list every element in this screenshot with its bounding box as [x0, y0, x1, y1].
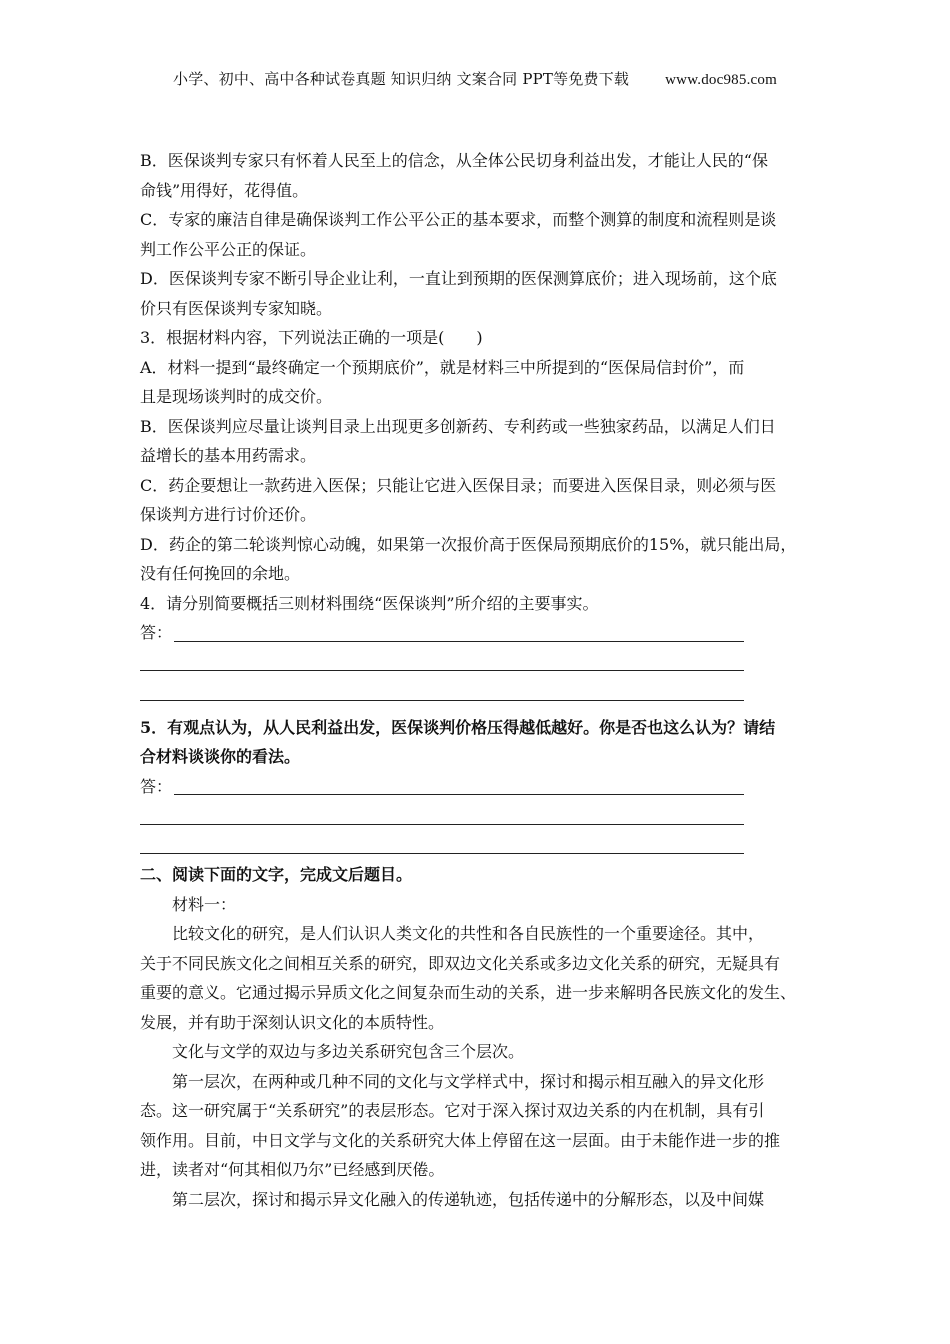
line: 命钱”用得好，花得值。: [140, 180, 309, 200]
header-site: www.doc985.com: [665, 72, 777, 88]
answer-rule: [140, 670, 744, 671]
paragraph-2: [140, 1037, 820, 1067]
line: 文化与文学的双边与多边关系研究包含三个层次。: [172, 1042, 525, 1061]
line: C．药企要想让一款药进入医保；只能让它进入医保目录；而要进入医保目录，则必须与医: [140, 475, 777, 495]
line: B．医保谈判应尽量让谈判目录上出现更多创新药、专利药或一些独家药品，以满足人们日: [140, 416, 776, 436]
line: D．药企的第二轮谈判惊心动魄，如果第一次报价高于医保局预期底价的15%，就只能出局，: [140, 534, 797, 554]
line: 益增长的基本用药需求。: [140, 446, 317, 465]
line: 第一层次，在两种或几种不同的文化与文学样式中，探讨和揭示相互融入的异文化形: [172, 1071, 765, 1091]
q2-option-d: [140, 264, 820, 323]
page-header: [0, 68, 950, 89]
answer-line[interactable]: [140, 772, 820, 802]
q2-option-c: [140, 205, 820, 264]
line: 重要的意义。它通过揭示异质文化之间复杂而生动的关系，进一步来解明各民族文化的发生、: [140, 983, 797, 1002]
line: 比较文化的研究，是人们认识人类文化的共性和各自民族性的一个重要途径。其中，: [172, 924, 765, 943]
q5-answer-area: [140, 772, 820, 861]
answer-rule: [140, 824, 744, 825]
section2-title: 二、阅读下面的文字，完成文后题目。: [140, 865, 413, 884]
header-text: 小学、初中、高中各种试卷真题 知识归纳 文案合同 PPT等免费下载: [173, 70, 630, 88]
line: D．医保谈判专家不断引导企业让利，一直让到预期的医保测算底价；进入现场前，这个底: [140, 269, 777, 288]
line: 保谈判方进行讨价还价。: [140, 505, 317, 524]
paragraph-3: [140, 1067, 820, 1185]
q4-stem: 4．请分别简要概括三则材料围绕“医保谈判”所介绍的主要事实。: [140, 593, 599, 613]
answer-line[interactable]: [140, 831, 820, 861]
answer-line[interactable]: [140, 677, 820, 707]
answer-line[interactable]: [140, 618, 820, 648]
line: C．专家的廉洁自律是确保谈判工作公平公正的基本要求，而整个测算的制度和流程则是谈: [140, 210, 777, 229]
line: 领作用。目前，中日文学与文化的关系研究大体上停留在这一层面。由于未能作进一步的推: [140, 1130, 781, 1150]
line: 没有任何挽回的余地。: [140, 564, 301, 583]
line: 价只有医保谈判专家知晓。: [140, 298, 333, 318]
line: 第二层次，探讨和揭示异文化融入的传递轨迹，包括传递中的分解形态，以及中间媒: [172, 1189, 765, 1209]
q3-option-c: [140, 471, 820, 530]
answer-rule: [140, 700, 744, 701]
answer-rule: [174, 641, 744, 642]
answer-label: 答：: [140, 776, 173, 796]
q3-option-d: [140, 530, 820, 589]
q2-option-b: [140, 146, 820, 205]
q3-option-a: [140, 353, 820, 412]
line: 进，读者对“何其相似乃尔”已经感到厌倦。: [140, 1160, 445, 1179]
line: 且是现场谈判时的成交价。: [140, 387, 333, 406]
line: 发展，并有助于深刻认识文化的本质特性。: [140, 1012, 445, 1032]
answer-rule: [140, 853, 744, 854]
answer-line[interactable]: [140, 648, 820, 678]
q4-answer-area: [140, 618, 820, 707]
paragraph-4: [140, 1185, 820, 1215]
paragraph-1: [140, 919, 820, 1037]
line: 5．有观点认为，从人民利益出发，医保谈判价格压得越低越好。你是否也这么认为？请结: [140, 717, 776, 737]
line: 合材料谈谈你的看法。: [140, 747, 301, 766]
material-label: 材料一：: [172, 894, 237, 914]
line: 判工作公平公正的保证。: [140, 239, 317, 259]
document-body: [140, 146, 820, 1214]
answer-line[interactable]: [140, 801, 820, 831]
line: 关于不同民族文化之间相互关系的研究，即双边文化关系或多边文化关系的研究，无疑具有: [140, 953, 781, 973]
line: B．医保谈判专家只有怀着人民至上的信念，从全体公民切身利益出发，才能让人民的“保: [140, 151, 768, 170]
answer-label: 答：: [140, 623, 173, 642]
line: 态。这一研究属于“关系研究”的表层形态。它对于深入探讨双边关系的内在机制，具有引: [140, 1101, 765, 1120]
line: A．材料一提到“最终确定一个预期底价”，就是材料三中所提到的“医保局信封价”，而: [140, 357, 745, 377]
answer-rule: [174, 794, 744, 795]
q3-option-b: [140, 412, 820, 471]
q5-stem: [140, 713, 820, 772]
q3-stem: 3．根据材料内容，下列说法正确的一项是( ): [140, 328, 483, 347]
